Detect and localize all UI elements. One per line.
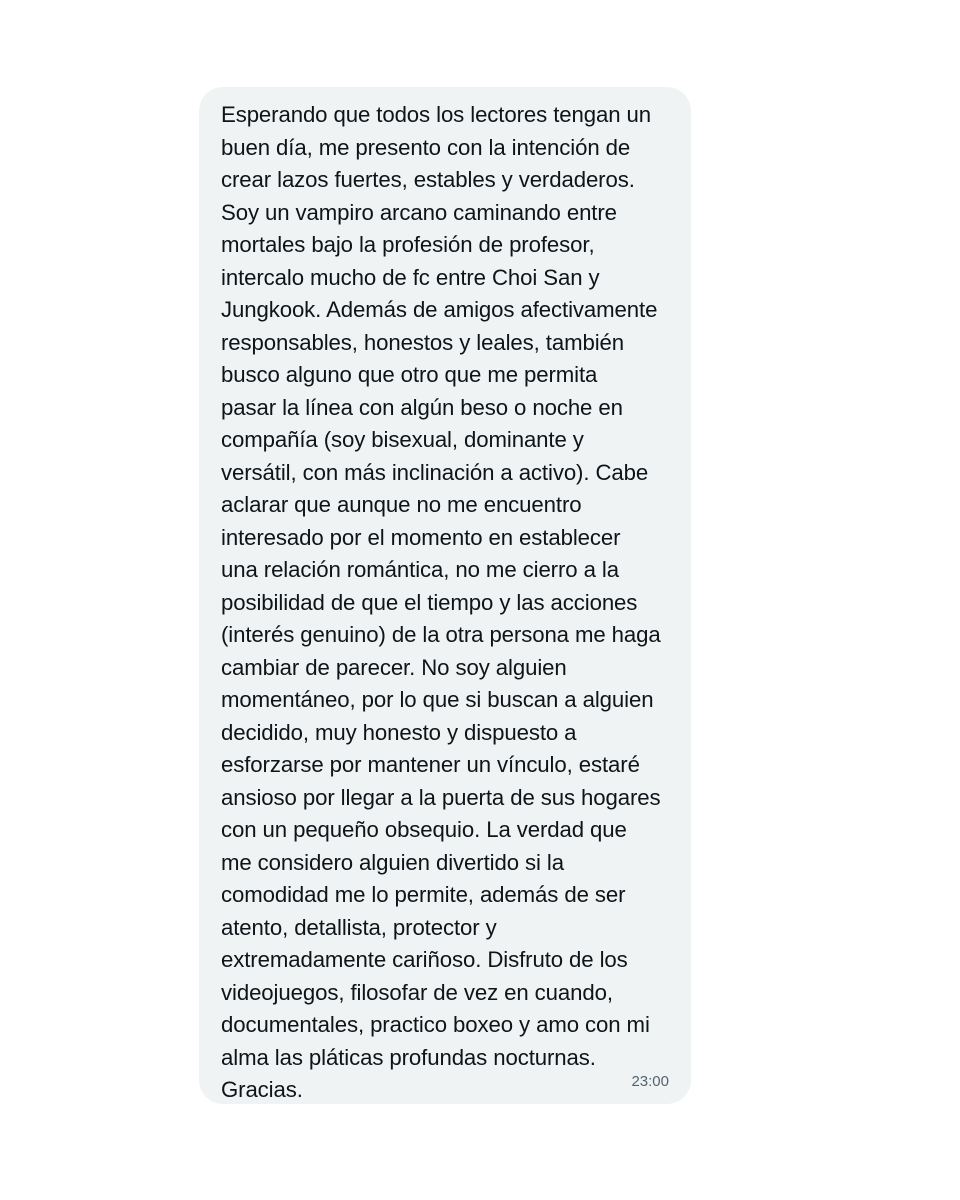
message-line: aclarar que aunque no me encuentro: [221, 492, 582, 517]
message-line: (interés genuino) de la otra persona me haga: [221, 622, 661, 647]
message-line: compañía (soy bisexual, dominante y: [221, 427, 584, 452]
message-line: interesado por el momento en establecer: [221, 524, 621, 550]
message-line: comodidad me lo permite, además de ser: [221, 882, 626, 907]
message-line: con un pequeño obsequio. La verdad que: [221, 817, 627, 842]
message-line: alma las pláticas profundas nocturnas.: [221, 1044, 596, 1070]
message-line: buen día, me presento con la intención de: [221, 134, 631, 160]
message-line: momentáneo, por lo que si buscan a alguien: [221, 687, 654, 712]
message-line: decidido, muy honesto y dispuesto a: [221, 719, 577, 745]
message-line: Soy un vampiro arcano caminando entre: [221, 199, 617, 225]
message-line: versátil, con más inclinación a activo). Cabe: [221, 459, 649, 485]
message-line: crear lazos fuertes, estables y verdaderos.: [221, 167, 635, 192]
message-line: responsables, honestos y leales, también: [221, 329, 625, 355]
message-line: Gracias.: [221, 1077, 303, 1102]
message-text: [221, 99, 671, 1107]
message-line: pasar la línea con algún beso o noche en: [221, 394, 623, 420]
message-line: cambiar de parecer. No soy alguien: [221, 654, 567, 680]
message-line: ansioso por llegar a la puerta de sus hogares: [221, 784, 661, 810]
message-line: Jungkook. Además de amigos afectivamente: [221, 297, 658, 322]
message-line: videojuegos, filosofar de vez en cuando,: [221, 979, 613, 1005]
message-line: busco alguno que otro que me permita: [221, 362, 598, 387]
message-line: posibilidad de que el tiempo y las acciones: [221, 589, 638, 615]
message-line: intercalo mucho de fc entre Choi San y: [221, 264, 600, 290]
message-line: documentales, practico boxeo y amo con mi: [221, 1012, 650, 1037]
message-line: esforzarse por mantener un vínculo, estaré: [221, 752, 640, 777]
message-line: mortales bajo la profesión de profesor,: [221, 232, 595, 257]
message-line: Esperando que todos los lectores tengan un: [221, 102, 651, 127]
message-line: me considero alguien divertido si la: [221, 849, 564, 875]
message-bubble[interactable]: [199, 87, 691, 1104]
message-line: una relación romántica, no me cierro a la: [221, 557, 619, 582]
message-line: atento, detallista, protector y: [221, 914, 497, 940]
message-timestamp: 23:00: [631, 1073, 669, 1090]
message-line: extremadamente cariñoso. Disfruto de los: [221, 947, 628, 972]
